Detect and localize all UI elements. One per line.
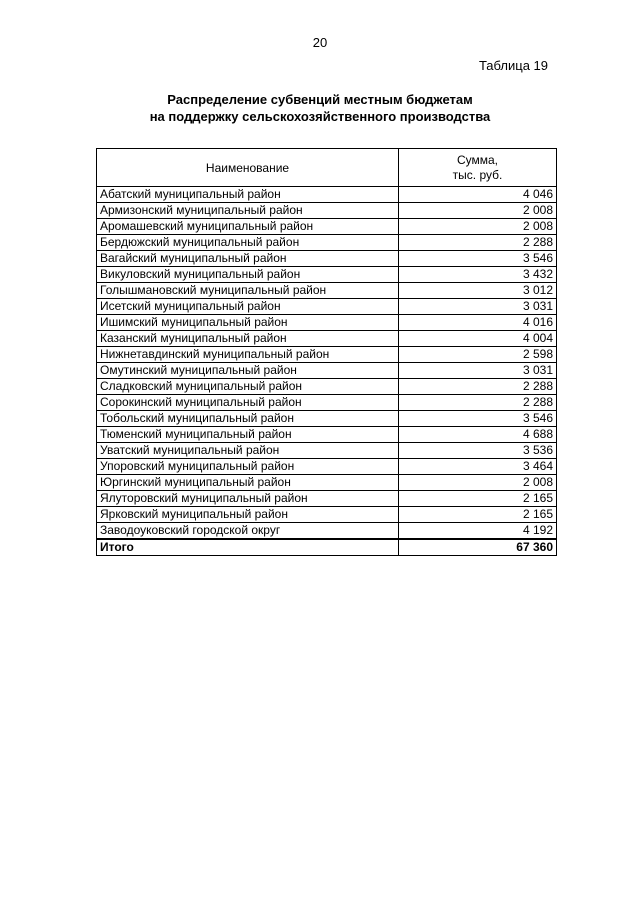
table-row (97, 427, 557, 443)
row-sum: 3 464 (399, 459, 557, 475)
title-line-1: Распределение субвенций местным бюджетам (167, 92, 473, 107)
row-name: Заводоуковский городской округ (97, 523, 399, 540)
table-row (97, 315, 557, 331)
subvention-table (96, 148, 557, 556)
row-name: Ишимский муниципальный район (97, 315, 399, 331)
table-row (97, 443, 557, 459)
row-name: Вагайский муниципальный район (97, 251, 399, 267)
row-name: Ялуторовский муниципальный район (97, 491, 399, 507)
table-label: Таблица 19 (478, 58, 548, 73)
row-sum: 4 688 (399, 427, 557, 443)
table-row (97, 267, 557, 283)
header-sum-line-2: тыс. руб. (452, 167, 503, 182)
row-sum: 4 046 (399, 187, 557, 203)
row-sum: 4 004 (399, 331, 557, 347)
row-sum: 2 165 (399, 491, 557, 507)
row-name: Нижнетавдинский муниципальный район (97, 347, 399, 363)
row-name: Сладковский муниципальный район (97, 379, 399, 395)
header-sum (399, 149, 557, 187)
total-sum: 67 360 (399, 539, 557, 556)
row-sum: 3 432 (399, 267, 557, 283)
table-row (97, 219, 557, 235)
row-name: Омутинский муниципальный район (97, 363, 399, 379)
row-name: Юргинский муниципальный район (97, 475, 399, 491)
title-line-2: на поддержку сельскохозяйственного производства (149, 109, 491, 124)
table-row (97, 203, 557, 219)
table-row (97, 475, 557, 491)
row-name: Ярковский муниципальный район (97, 507, 399, 523)
row-name: Исетский муниципальный район (97, 299, 399, 315)
row-sum: 2 008 (399, 203, 557, 219)
table-row (97, 363, 557, 379)
row-name: Бердюжский муниципальный район (97, 235, 399, 251)
document-title (0, 91, 640, 125)
table-row (97, 411, 557, 427)
row-sum: 3 012 (399, 283, 557, 299)
row-sum: 2 598 (399, 347, 557, 363)
table-row (97, 379, 557, 395)
row-sum: 4 192 (399, 523, 557, 540)
table-row (97, 331, 557, 347)
table-row (97, 283, 557, 299)
row-name: Уватский муниципальный район (97, 443, 399, 459)
table-header-row (97, 149, 557, 187)
header-name: Наименование (97, 149, 399, 187)
page-number: 20 (312, 35, 328, 50)
table-row (97, 395, 557, 411)
table-row (97, 347, 557, 363)
row-name: Казанский муниципальный район (97, 331, 399, 347)
row-name: Тюменский муниципальный район (97, 427, 399, 443)
table-row (97, 299, 557, 315)
table-row (97, 523, 557, 540)
row-sum: 3 546 (399, 251, 557, 267)
table-row (97, 507, 557, 523)
header-sum-line-1: Сумма, (456, 152, 499, 167)
row-sum: 2 008 (399, 475, 557, 491)
row-name: Тобольский муниципальный район (97, 411, 399, 427)
total-label: Итого (97, 539, 399, 556)
row-sum: 4 016 (399, 315, 557, 331)
row-sum: 3 031 (399, 299, 557, 315)
row-sum: 3 031 (399, 363, 557, 379)
table-row (97, 491, 557, 507)
row-sum: 3 536 (399, 443, 557, 459)
row-name: Голышмановский муниципальный район (97, 283, 399, 299)
row-name: Аромашевский муниципальный район (97, 219, 399, 235)
table-row (97, 235, 557, 251)
row-sum: 2 288 (399, 235, 557, 251)
row-sum: 2 288 (399, 379, 557, 395)
row-name: Викуловский муниципальный район (97, 267, 399, 283)
table-row (97, 251, 557, 267)
table-body (97, 187, 557, 556)
row-sum: 2 008 (399, 219, 557, 235)
row-sum: 2 165 (399, 507, 557, 523)
table-row (97, 459, 557, 475)
row-name: Армизонский муниципальный район (97, 203, 399, 219)
table-row (97, 187, 557, 203)
row-sum: 3 546 (399, 411, 557, 427)
row-sum: 2 288 (399, 395, 557, 411)
row-name: Упоровский муниципальный район (97, 459, 399, 475)
row-name: Абатский муниципальный район (97, 187, 399, 203)
row-name: Сорокинский муниципальный район (97, 395, 399, 411)
total-row (97, 539, 557, 556)
